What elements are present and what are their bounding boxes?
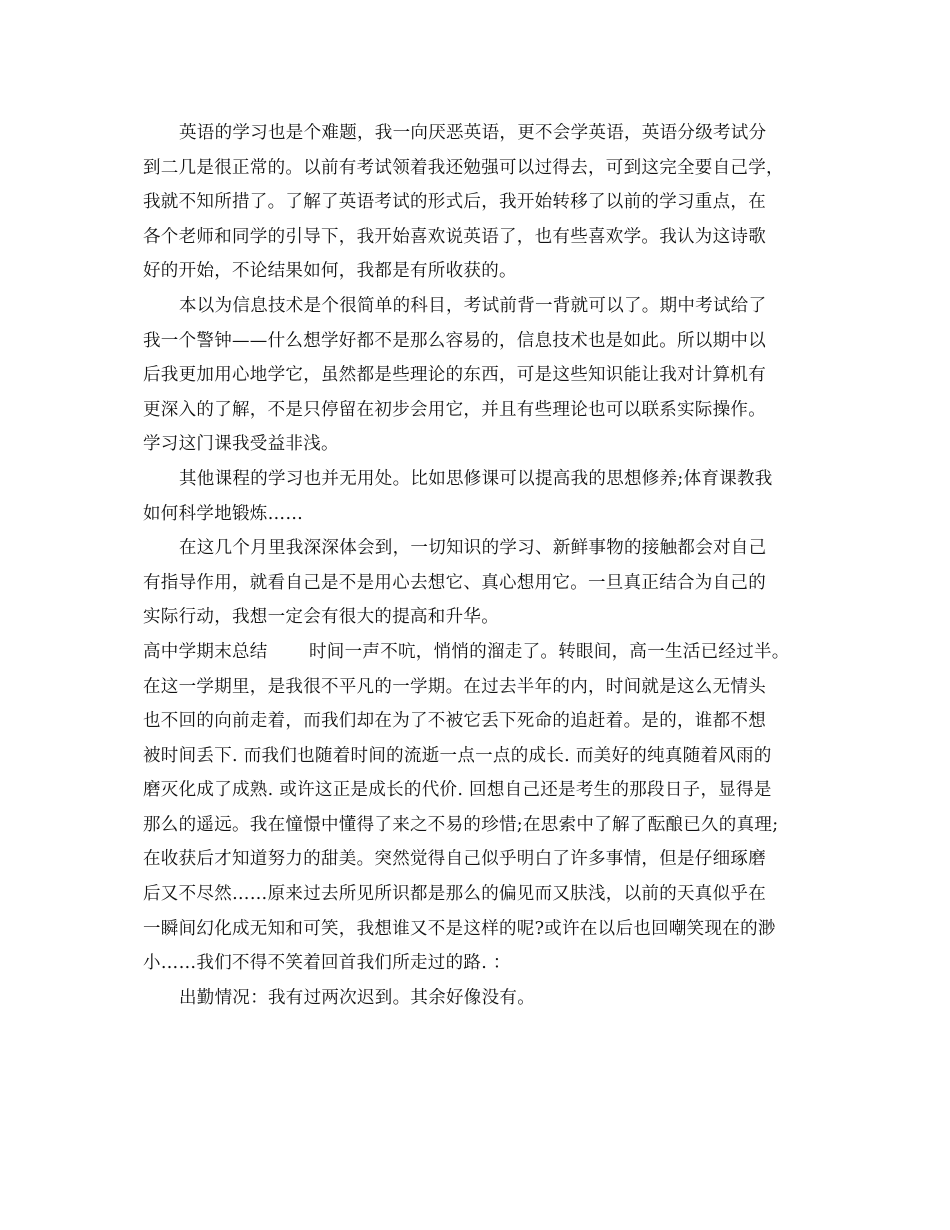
paragraph-reflection	[143, 531, 823, 635]
text-line: 更深入的了解，不是只停留在初步会用它，并且有些理论也可以联系实际操作。	[143, 399, 766, 420]
text-line: 本以为信息技术是个很简单的科目，考试前背一背就可以了。期中考试给了	[179, 295, 767, 316]
document-body	[143, 116, 823, 1015]
text-line: 一瞬间幻化成无知和可笑，我想谁又不是这样的呢?或许在以后也回嘲笑现在的渺	[143, 918, 776, 939]
paragraph-it	[143, 289, 823, 462]
paragraph-english	[143, 116, 823, 289]
section-opening-text: 时间一声不吭，悄悄的溜走了。转眼间，高一生活已经过半。	[309, 641, 790, 662]
text-line: 小……我们不得不笑着回首我们所走过的路. ：	[143, 953, 511, 974]
text-line: 我就不知所措了。了解了英语考试的形式后，我开始转移了以前的学习重点，在	[143, 192, 766, 213]
text-line: 那么的遥远。我在憧憬中懂得了来之不易的珍惜;在思索中了解了酝酿已久的真理;	[143, 814, 779, 835]
text-line: 后又不尽然……原来过去所见所识都是那么的偏见而又肤浅，以前的天真似乎在	[143, 884, 766, 905]
paragraph-attendance	[143, 981, 823, 1016]
text-line: 到二几是很正常的。以前有考试领着我还勉强可以过得去，可到这完全要自己学，	[143, 157, 784, 178]
attendance-line: 出勤情况：我有过两次迟到。其余好像没有。	[179, 987, 535, 1008]
text-line: 如何科学地锻炼……	[143, 503, 304, 524]
text-line: 各个老师和同学的引导下，我开始喜欢说英语了，也有些喜欢学。我认为这诗歌	[143, 226, 766, 247]
text-line: 我一个警钟——什么想学好都不是那么容易的，信息技术也是如此。所以期中以	[143, 330, 766, 351]
section-summary	[143, 635, 823, 981]
text-line: 有指导作用，就看自己是不是用心去想它、真心想用它。一旦真正结合为自己的	[143, 572, 766, 593]
text-line: 后我更加用心地学它，虽然都是些理论的东西，可是这些知识能让我对计算机有	[143, 365, 766, 386]
text-line: 学习这门课我受益非浅。	[143, 434, 339, 455]
paragraph-other-courses	[143, 462, 823, 531]
section-title: 高中学期末总结	[143, 641, 268, 662]
text-line: 也不回的向前走着，而我们却在为了不被它丢下死命的追赶着。是的，谁都不想	[143, 711, 766, 732]
section-first-line	[143, 635, 823, 670]
text-line: 在这一学期里，是我很不平凡的一学期。在过去半年的内，时间就是这么无情头	[143, 676, 766, 697]
text-line: 好的开始，不论结果如何，我都是有所收获的。	[143, 261, 517, 282]
text-line: 在这几个月里我深深体会到，一切知识的学习、新鲜事物的接触都会对自己	[179, 538, 767, 559]
text-line: 磨灭化成了成熟. 或许这正是成长的代价. 回想自己还是考生的那段日子，显得是	[143, 780, 772, 801]
text-line: 被时间丢下. 而我们也随着时间的流逝一点一点的成长. 而美好的纯真随着风雨的	[143, 745, 772, 766]
text-line: 在收获后才知道努力的甜美。突然觉得自己似乎明白了许多事情，但是仔细琢磨	[143, 849, 766, 870]
text-line: 英语的学习也是个难题，我一向厌恶英语，更不会学英语，英语分级考试分	[179, 123, 767, 143]
text-line: 其他课程的学习也并无用处。比如思修课可以提高我的思想修养;体育课教我	[179, 468, 773, 489]
text-line: 实际行动，我想一定会有很大的提高和升华。	[143, 607, 499, 628]
